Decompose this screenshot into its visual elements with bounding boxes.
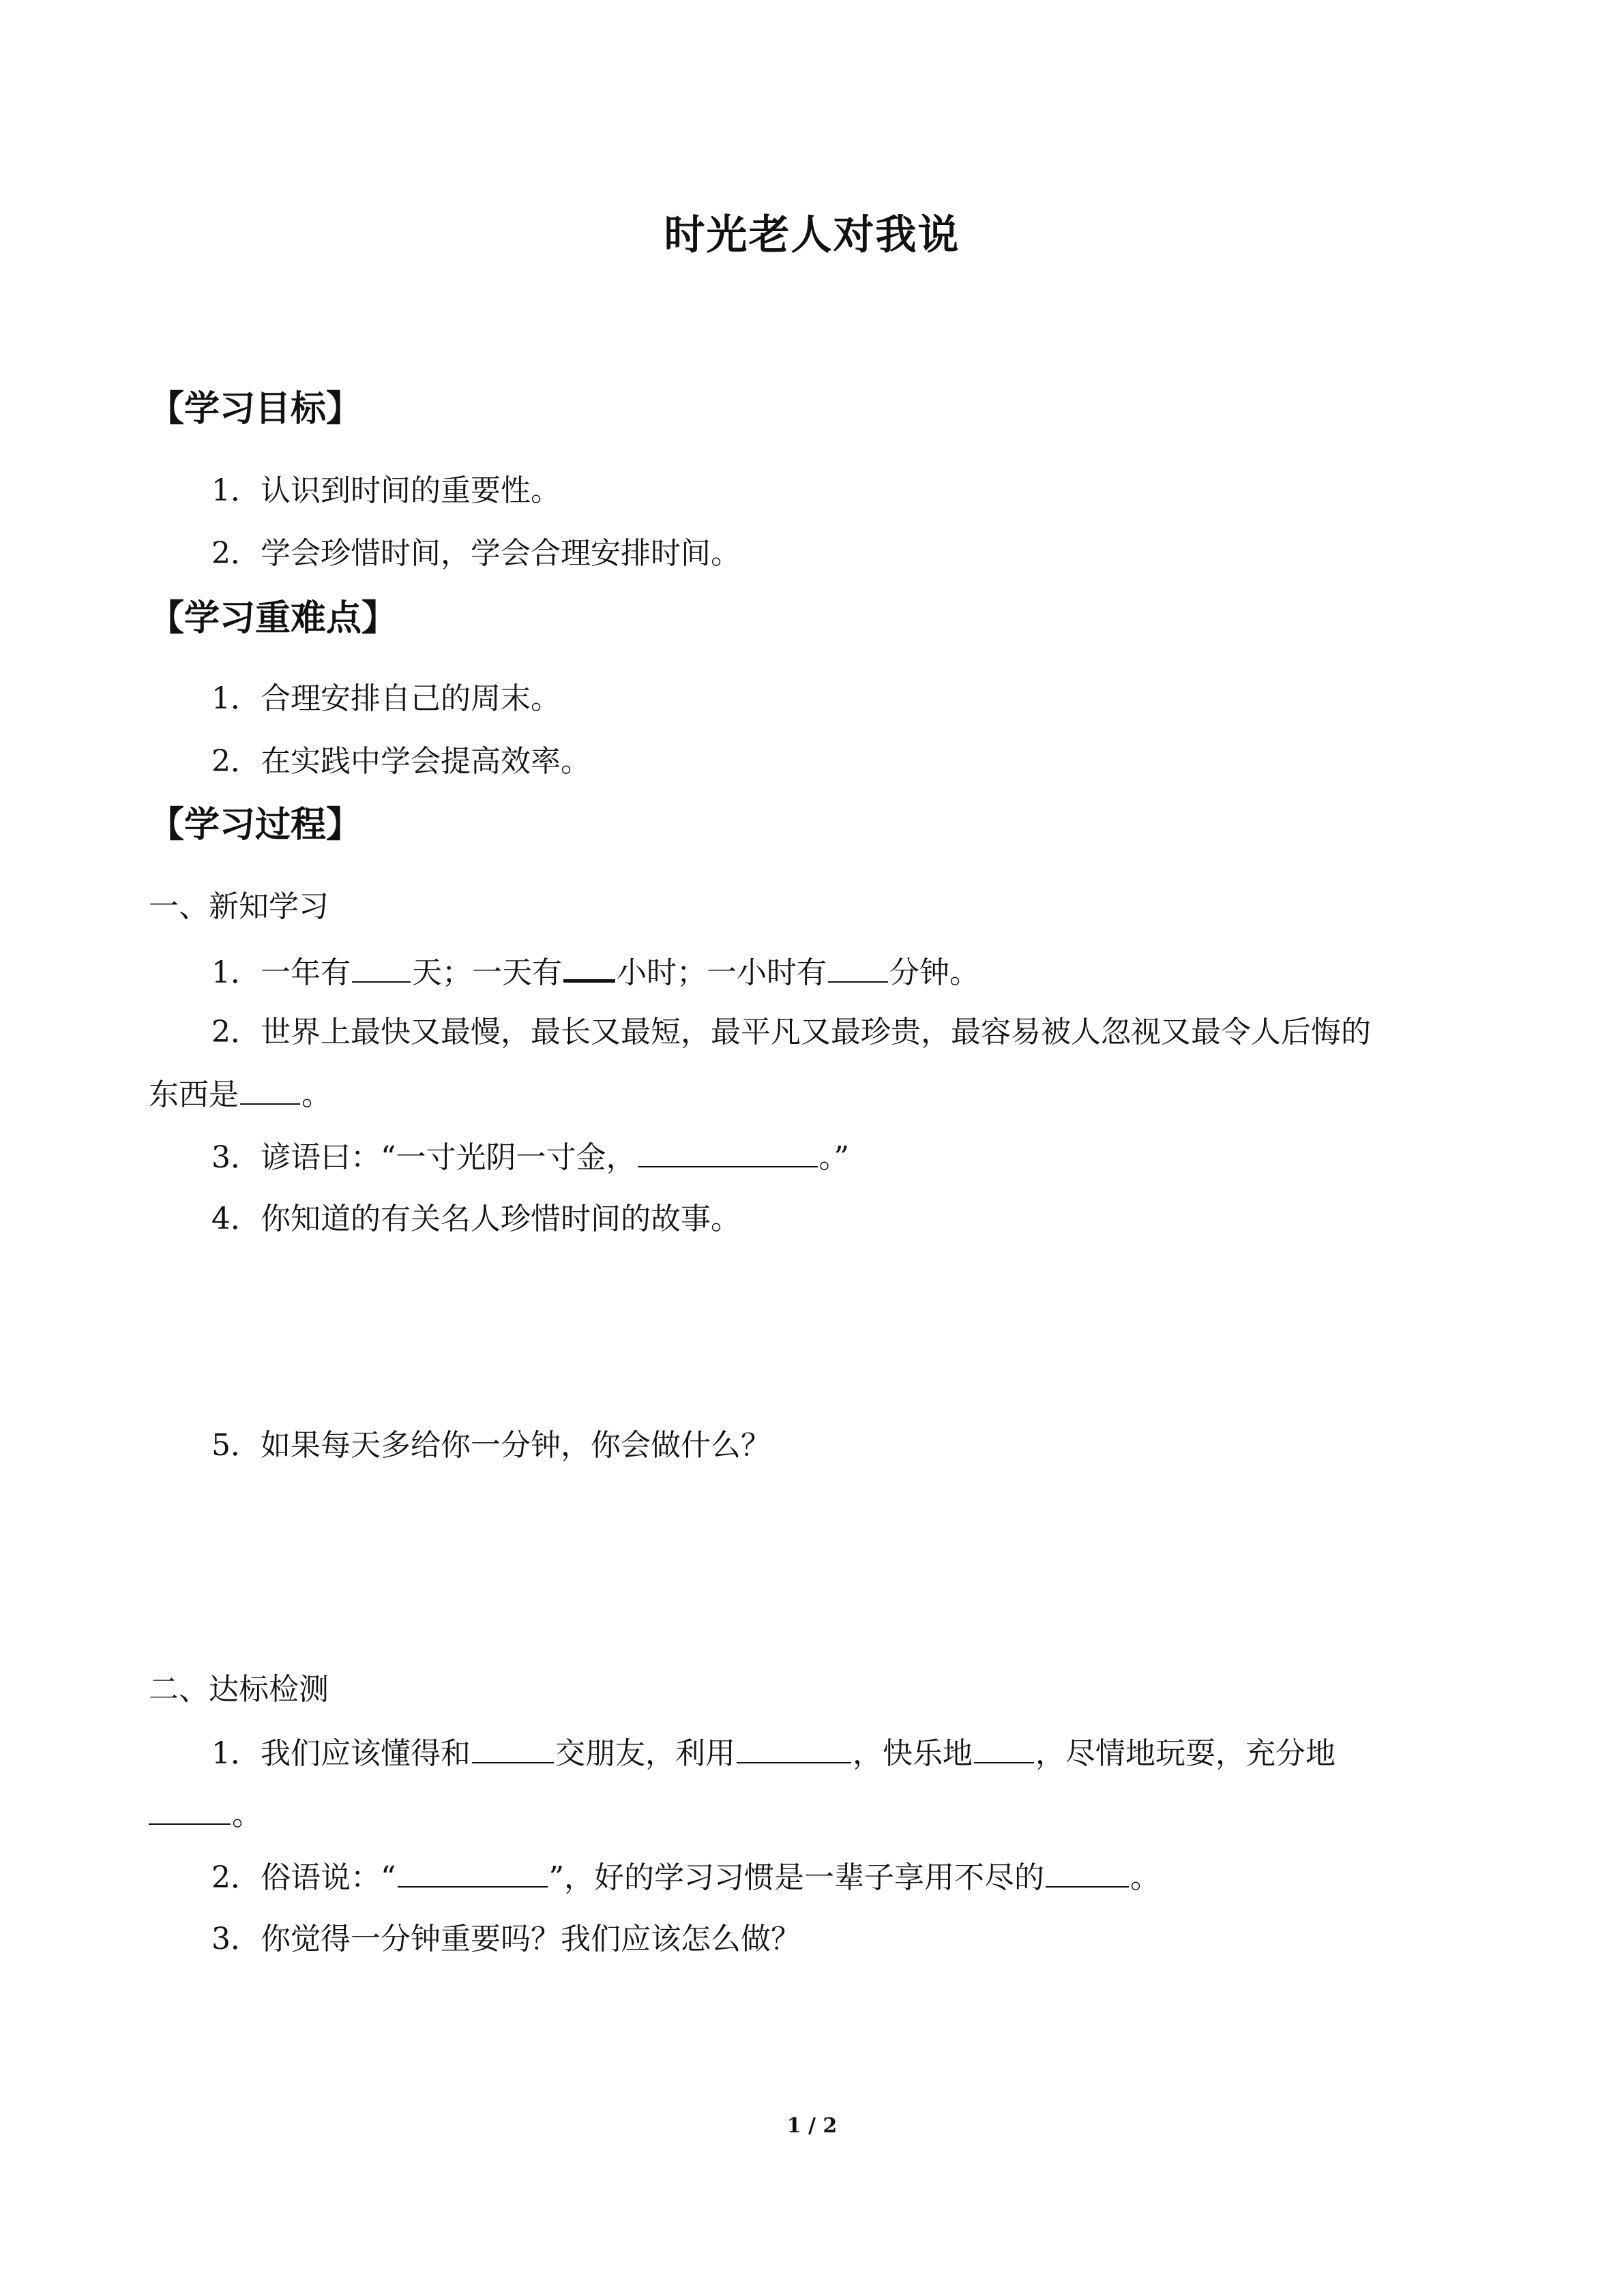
part2-question-1-line1 (211, 1732, 1335, 1774)
fill-blank-hours[interactable] (563, 949, 615, 983)
key-point-item-2: 2．在实践中学会提高效率。 (211, 744, 591, 779)
page-number: 1 / 2 (786, 2114, 838, 2138)
goal-item-2: 2．学会珍惜时间，学会合理安排时间。 (211, 536, 741, 571)
fill-blank-fully[interactable] (149, 1793, 231, 1825)
q2-text-b: 。 (301, 1077, 331, 1112)
q1-text-a: 1．一年有 (211, 955, 351, 990)
fill-blank-proverb[interactable] (638, 1136, 818, 1167)
fill-blank-minutes[interactable] (828, 951, 888, 983)
q1-text-d: 分钟。 (889, 955, 979, 990)
p2q1-text-d: ，尽情地玩耍，充分地 (1035, 1736, 1335, 1771)
fill-blank-happily[interactable] (974, 1732, 1034, 1763)
fill-blank-saying[interactable] (398, 1856, 548, 1888)
section-heading-process: 【学习过程】 (149, 805, 362, 846)
fill-blank-friend[interactable] (472, 1732, 554, 1763)
part1-question-2-line2 (149, 1073, 331, 1116)
fill-blank-wealth[interactable] (1046, 1856, 1129, 1888)
section-heading-key-points: 【学习重难点】 (149, 598, 398, 639)
q1-text-c: 小时；一小时有 (617, 955, 827, 990)
part1-question-2-line1: 2．世界上最快又最慢，最长又最短，最平凡又最珍贵，最容易被人忽视又最令人后悔的 (211, 1015, 1371, 1049)
part2-title: 二、达标检测 (149, 1672, 329, 1707)
p2q2-text-a: 2．俗语说：“ (211, 1860, 396, 1895)
part1-question-3 (211, 1136, 849, 1178)
part1-title: 一、新知学习 (149, 889, 329, 924)
p2q1-text-b: 交朋友，利用 (555, 1736, 735, 1771)
part1-question-4: 4．你知道的有关名人珍惜时间的故事。 (211, 1202, 741, 1236)
page-title: 时光老人对我说 (664, 211, 960, 259)
q3-text-a: 3．谚语曰：“一寸光阴一寸金， (211, 1140, 636, 1175)
q2-text-a: 东西是 (149, 1077, 239, 1112)
q1-text-b: 天；一天有 (412, 955, 562, 990)
part1-question-1 (211, 949, 979, 994)
key-point-item-1: 1．合理安排自己的周末。 (211, 681, 561, 716)
fill-blank-use[interactable] (737, 1732, 851, 1763)
p2q1-text-e: 。 (232, 1798, 262, 1832)
p2q1-text-a: 1．我们应该懂得和 (211, 1736, 471, 1771)
part2-question-3: 3．你觉得一分钟重要吗？我们应该怎么做？ (211, 1922, 801, 1956)
part2-question-1-line2 (149, 1793, 262, 1836)
p2q1-text-c: ，快乐地 (853, 1736, 973, 1771)
fill-blank-thing[interactable] (240, 1073, 300, 1105)
fill-blank-days[interactable] (352, 951, 411, 983)
q3-text-b: 。” (818, 1140, 849, 1175)
section-heading-goals: 【学习目标】 (149, 389, 362, 430)
p2q2-text-c: 。 (1130, 1860, 1160, 1895)
goal-item-1: 1．认识到时间的重要性。 (211, 473, 561, 508)
part1-question-5: 5．如果每天多给你一分钟，你会做什么？ (211, 1428, 771, 1463)
part2-question-2 (211, 1856, 1160, 1898)
p2q2-text-b: ”，好的学习习惯是一辈子享用不尽的 (548, 1860, 1044, 1895)
